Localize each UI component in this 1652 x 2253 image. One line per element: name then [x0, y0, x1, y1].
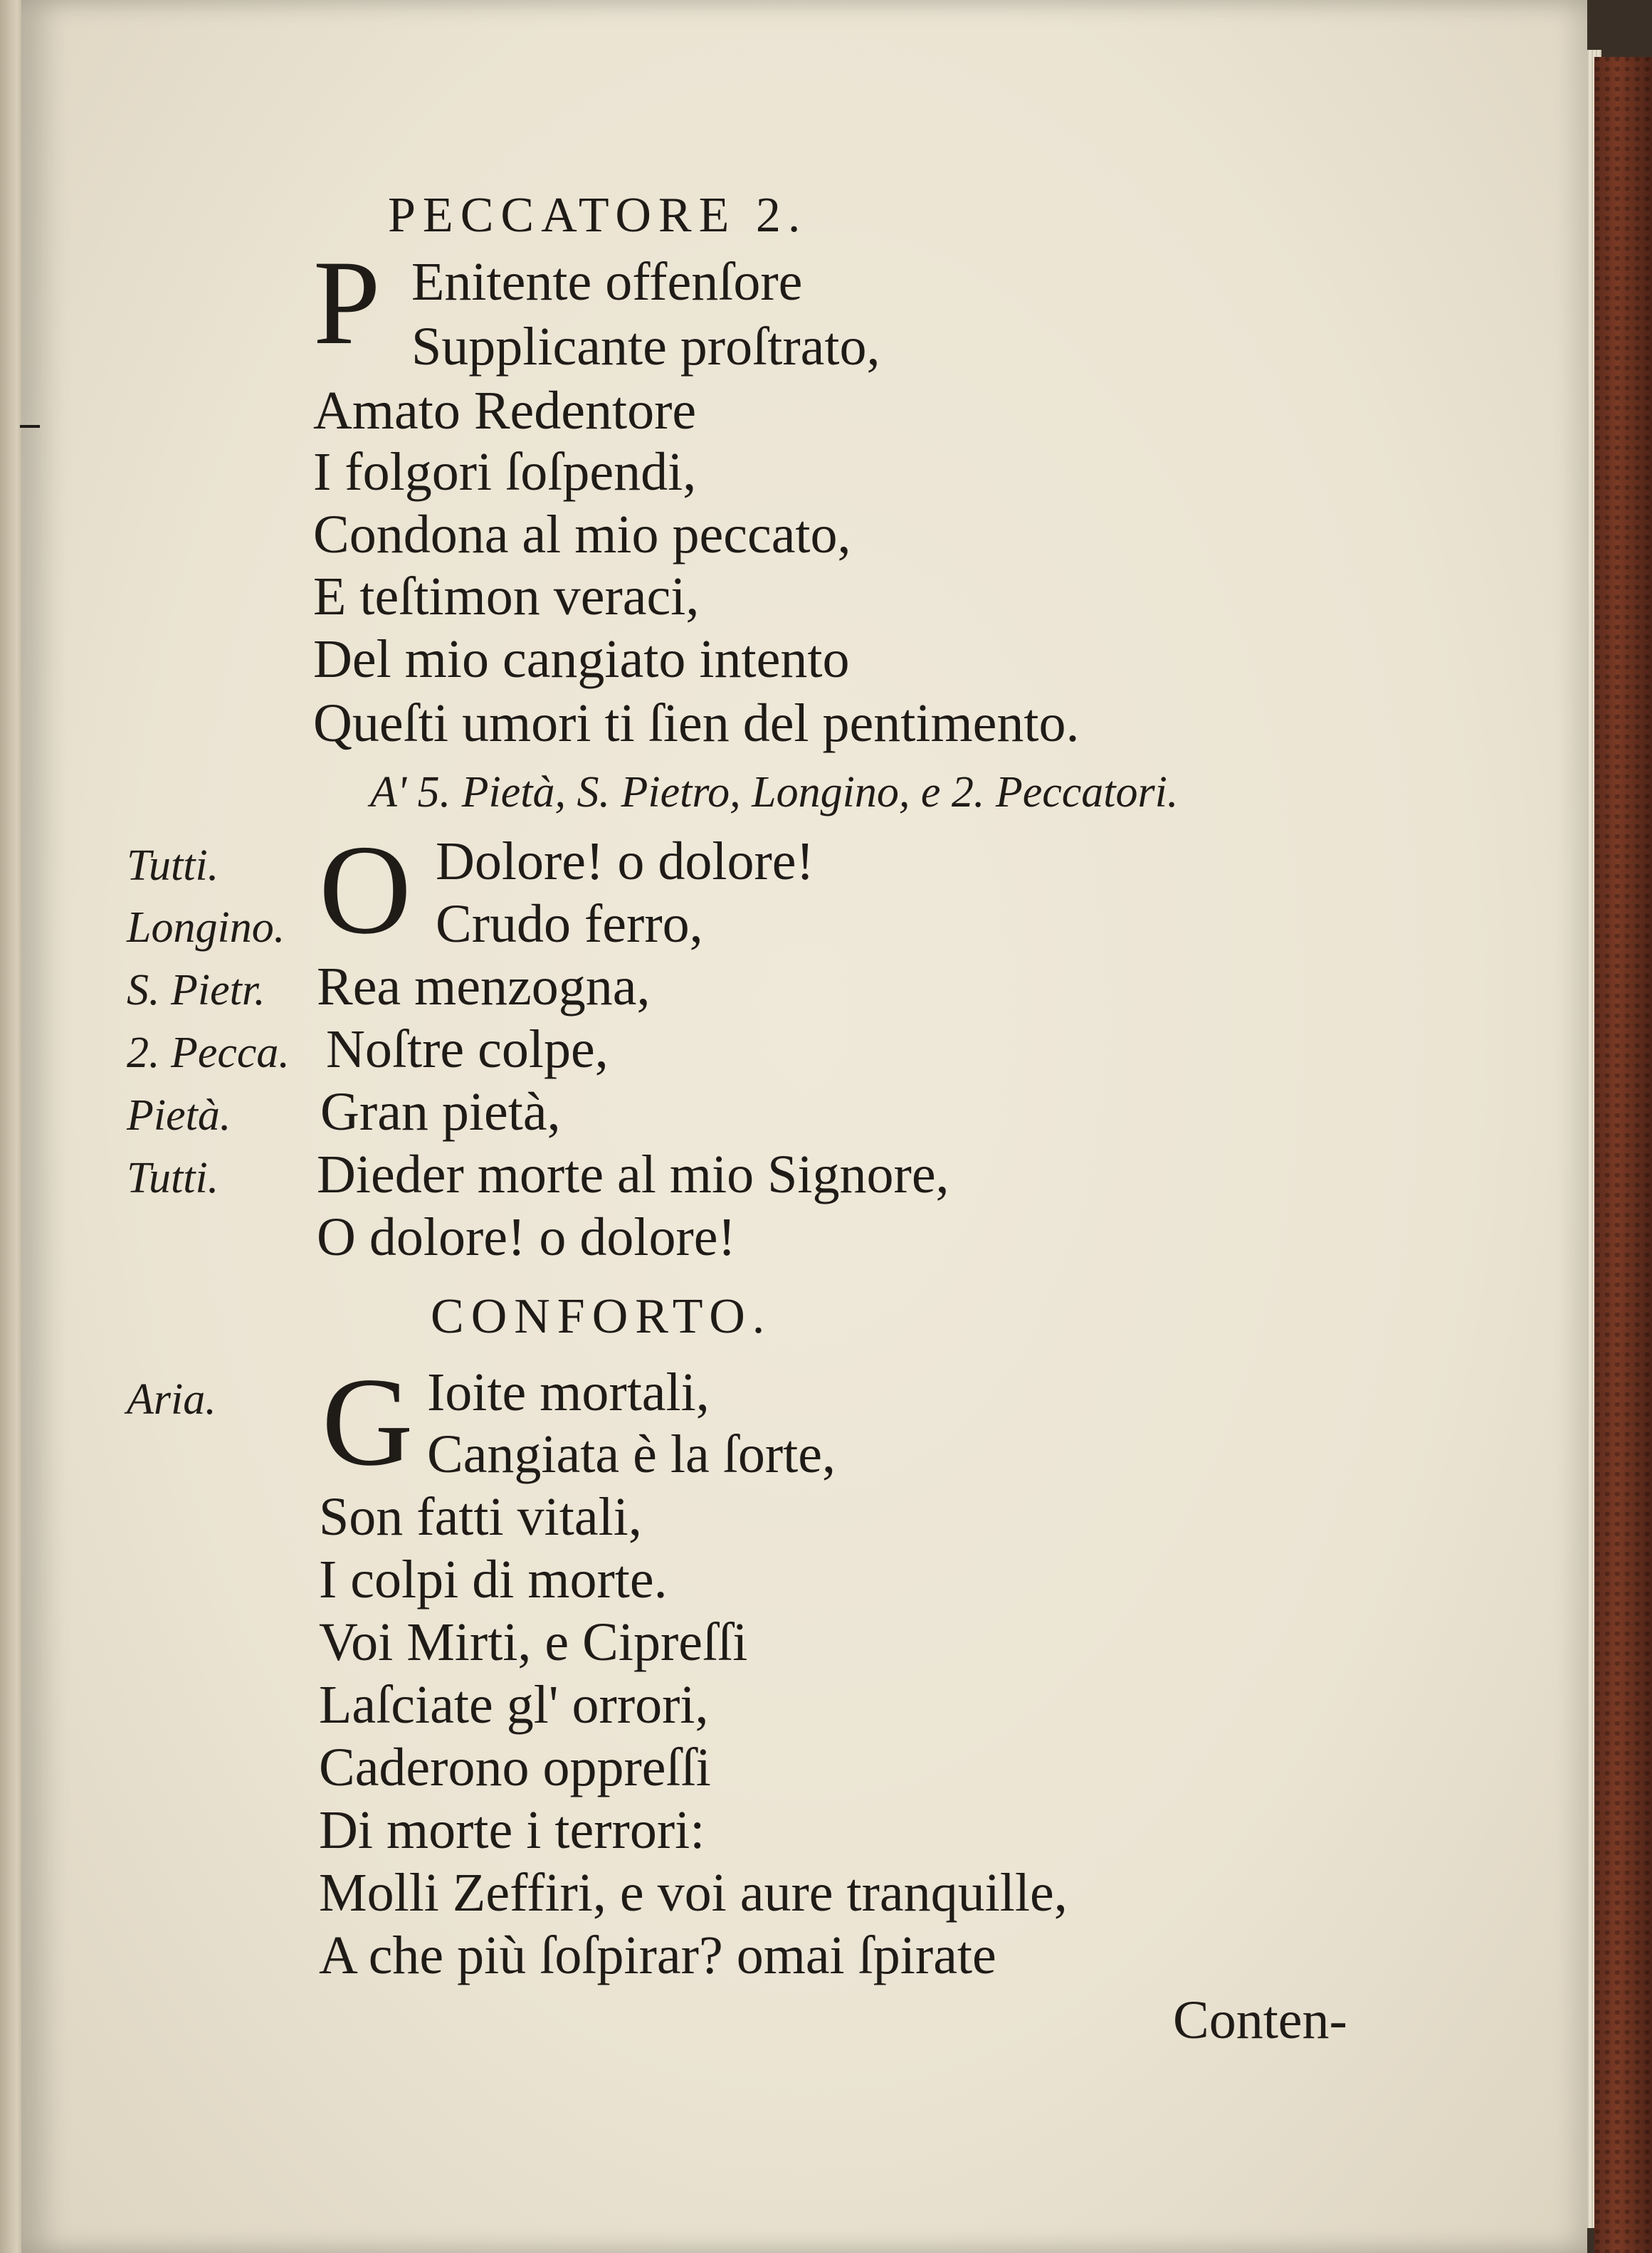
section-heading-peccatore: PECCATORE 2.: [388, 188, 808, 243]
verse-line: Supplicante proſtrato,: [411, 317, 880, 377]
verse-line: Amato Redentore: [313, 381, 697, 441]
drop-cap-g: G: [322, 1351, 414, 1492]
chorus-line: Crudo ferro,: [436, 894, 703, 954]
chorus-line: Noſtre colpe,: [326, 1019, 609, 1079]
speaker-label: S. Pietr.: [127, 966, 265, 1014]
verse-line: Queſti umori ti ſien del pentimento.: [313, 693, 1080, 753]
verse-line: Voi Mirti, e Cipreſſi: [319, 1612, 748, 1672]
chorus-line: Rea menzogna,: [317, 957, 651, 1017]
speaker-label: 2. Pecca.: [127, 1029, 290, 1077]
margin-mark: [20, 425, 40, 428]
chorus-line: Dieder morte al mio Signore,: [317, 1145, 949, 1204]
section-heading-conforto: CONFORTO.: [431, 1289, 772, 1344]
drop-cap-o: O: [319, 819, 411, 960]
verse-line: Enitente offenſore: [411, 252, 803, 312]
verse-line: Cangiata è la ſorte,: [427, 1424, 836, 1484]
speaker-label: Tutti.: [127, 841, 219, 890]
verse-line: Del mio cangiato intento: [313, 629, 850, 689]
verse-line: Condona al mio peccato,: [313, 505, 851, 564]
verse-line: I colpi di morte.: [319, 1550, 668, 1609]
verse-line: Di morte i terrori:: [319, 1800, 705, 1860]
speaker-label: Tutti.: [127, 1154, 219, 1202]
verse-line: Molli Zeffiri, e voi aure tranquille,: [319, 1863, 1068, 1923]
verse-line: E teſtimon veraci,: [313, 567, 700, 626]
drop-cap-p: P: [313, 236, 381, 369]
chorus-line: Gran pietà,: [320, 1082, 561, 1142]
aria-label: Aria.: [127, 1375, 216, 1424]
verse-line: Caderono oppreſſi: [319, 1738, 711, 1797]
verse-line: Ioite mortali,: [427, 1362, 710, 1422]
stage-direction: A' 5. Pietà, S. Pietro, Longino, e 2. Peccatori.: [370, 768, 1179, 816]
speaker-label: Longino.: [127, 903, 285, 952]
verse-line: I folgori ſoſpendi,: [313, 442, 697, 502]
verse-line: Son fatti vitali,: [319, 1487, 642, 1547]
chorus-line: O dolore! o dolore!: [317, 1207, 736, 1267]
verse-line: A che più ſoſpirar? omai ſpirate: [319, 1926, 996, 1985]
catchword: Conten-: [1173, 1990, 1347, 2050]
book-cover-edge: [1594, 57, 1652, 2253]
verse-line: Laſciate gl' orrori,: [319, 1675, 709, 1735]
speaker-label: Pietà.: [127, 1091, 231, 1140]
chorus-line: Dolore! o dolore!: [436, 831, 814, 891]
